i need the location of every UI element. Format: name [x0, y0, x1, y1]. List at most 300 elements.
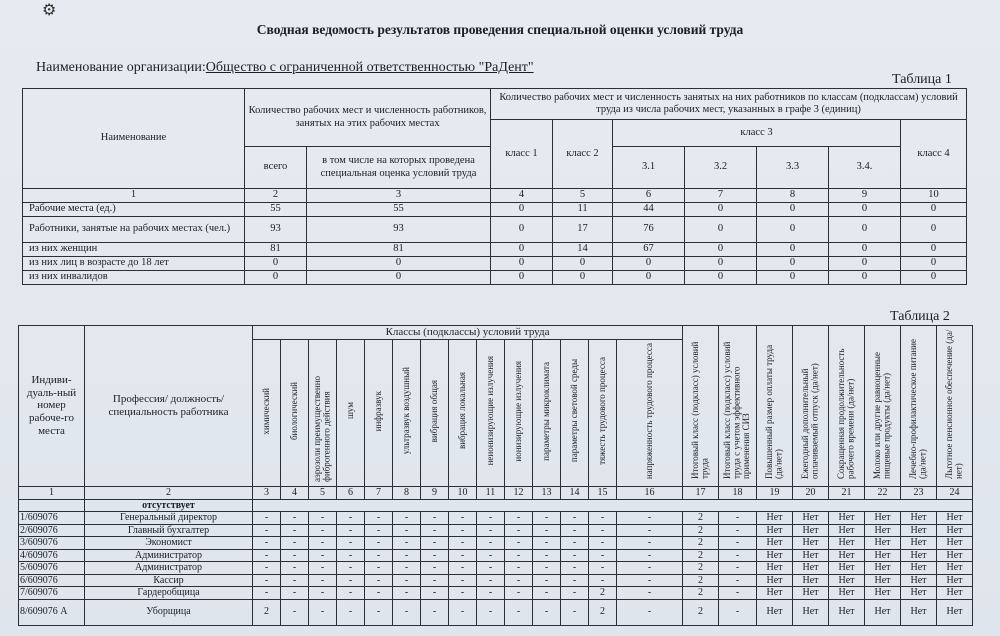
t1-cell: 0	[307, 257, 491, 271]
t2-factor-cell: -	[421, 562, 449, 575]
t2-workplace-id: 6/609076	[19, 574, 85, 587]
organization-name: Общество с ограниченной ответственностью "РаДент"	[205, 60, 534, 75]
t2-factor-cell: -	[561, 524, 589, 537]
t2-head-milk: Молоко или другие равноценные пищевые продукты (да/нет)	[872, 352, 892, 479]
t2-benefit-cell: Нет	[865, 549, 901, 562]
t2-factor-cell: -	[253, 562, 281, 575]
t2-factor-cell: -	[365, 599, 393, 625]
t2-factor-cell: -	[253, 549, 281, 562]
t2-factor-cell: -	[337, 549, 365, 562]
corner-mark: ⚙	[42, 0, 57, 19]
t2-factor-header: неионизирующие излучения	[484, 356, 495, 466]
t2-factor-cell: -	[281, 587, 309, 600]
t2-benefit-cell: Нет	[901, 512, 937, 525]
t2-benefit-cell: Нет	[937, 599, 973, 625]
t1-head-c32: 3.2	[685, 147, 757, 189]
t1-cell: 0	[245, 257, 307, 271]
t2-head-id: Индиви-дуаль-ный номер рабоче-го места	[19, 326, 85, 487]
t2-benefit-cell: Нет	[829, 562, 865, 575]
t2-profession: Главный бухгалтер	[85, 524, 253, 537]
t2-factor-cell: -	[281, 512, 309, 525]
t1-head-c34: 3.4.	[829, 147, 901, 189]
t2-factor-cell: -	[589, 562, 617, 575]
t2-factor-cell: -	[477, 549, 505, 562]
t1-cell: 0	[757, 217, 829, 243]
t2-factor-header: ионизирующие излучения	[512, 360, 523, 462]
t1-cell: 93	[307, 217, 491, 243]
t2-factor-cell: -	[309, 599, 337, 625]
t2-factor-cell: -	[533, 537, 561, 550]
t1-row	[23, 257, 967, 271]
t1-cell: 55	[245, 203, 307, 217]
t2-row	[19, 512, 973, 525]
t2-factor-cell: -	[617, 562, 683, 575]
t1-cell: 11	[553, 203, 613, 217]
workplaces-table	[18, 325, 973, 626]
t1-cell: 0	[685, 203, 757, 217]
t2-factor-cell: -	[505, 512, 533, 525]
t1-cell: 0	[757, 243, 829, 257]
t2-benefit-cell: Нет	[901, 524, 937, 537]
t2-benefit-cell: Нет	[865, 574, 901, 587]
t2-benefit-cell: Нет	[865, 599, 901, 625]
t1-cell: 0	[491, 271, 553, 285]
t2-workplace-id: 2/609076	[19, 524, 85, 537]
t1-colnum: 8	[757, 189, 829, 203]
t2-colnum: 18	[719, 486, 757, 499]
t2-profession: Уборщица	[85, 599, 253, 625]
t2-factor-cell: -	[505, 574, 533, 587]
t2-factor-cell: -	[617, 512, 683, 525]
t2-benefit-cell: Нет	[901, 537, 937, 550]
t2-final-class-siz: -	[719, 537, 757, 550]
t2-final-class-siz: -	[719, 512, 757, 525]
t2-final-class: 2	[683, 562, 719, 575]
t2-factor-cell: -	[449, 599, 477, 625]
t2-factor-cell: -	[589, 574, 617, 587]
t1-cell: 0	[491, 203, 553, 217]
t2-factor-cell: -	[365, 512, 393, 525]
t1-cell: 0	[757, 271, 829, 285]
t2-final-class-siz: -	[719, 587, 757, 600]
t1-head-classes: Количество рабочих мест и численность занятых на них работников по классам (подклассам) условий труда из числа рабочих мест, указанных в графе 3 (единиц)	[491, 89, 967, 120]
t2-factor-cell: -	[477, 512, 505, 525]
t1-colnum: 10	[901, 189, 967, 203]
t2-factor-header: параметры световой среды	[568, 359, 579, 463]
t1-row-name: из них лиц в возрасте до 18 лет	[23, 257, 245, 271]
t2-factor-cell: -	[533, 599, 561, 625]
t2-colnum: 24	[937, 486, 973, 499]
t1-head-class1: класс 1	[491, 120, 553, 189]
document-title: Сводная ведомость результатов проведения специальной оценки условий труда	[256, 22, 744, 37]
t2-factor-cell: -	[477, 574, 505, 587]
t2-factor-cell: -	[449, 512, 477, 525]
t2-factor-cell: -	[281, 524, 309, 537]
t2-factor-cell: -	[421, 549, 449, 562]
t2-factor-cell: -	[533, 524, 561, 537]
t2-colnum: 2	[85, 486, 253, 499]
t2-colnum: 9	[421, 486, 449, 499]
t2-row	[19, 537, 973, 550]
t1-cell: 0	[901, 243, 967, 257]
t1-cell: 0	[491, 243, 553, 257]
t2-factor-cell: -	[309, 562, 337, 575]
t1-head-c31: 3.1	[613, 147, 685, 189]
t2-factor-cell: -	[393, 537, 421, 550]
t2-factor-cell: 2	[253, 599, 281, 625]
t2-factor-cell: -	[533, 587, 561, 600]
t2-benefit-cell: Нет	[829, 574, 865, 587]
t2-row	[19, 574, 973, 587]
t2-factor-cell: -	[449, 537, 477, 550]
t1-cell: 0	[613, 257, 685, 271]
t1-cell: 0	[901, 271, 967, 285]
t2-colnum: 8	[393, 486, 421, 499]
t1-cell: 0	[829, 257, 901, 271]
t2-benefit-cell: Нет	[829, 599, 865, 625]
t2-factor-cell: -	[561, 574, 589, 587]
t2-benefit-cell: Нет	[757, 587, 793, 600]
t2-factor-cell: -	[505, 587, 533, 600]
t2-colnum: 7	[365, 486, 393, 499]
t1-row	[23, 243, 967, 257]
t2-head-leave: Ежегодный дополнительный оплачиваемый отпуск (да/нет)	[800, 363, 820, 479]
t2-factor-cell: -	[533, 562, 561, 575]
t2-factor-cell: -	[533, 512, 561, 525]
t2-factor-header: аэрозоли преимущественно фиброгенного действия	[312, 375, 332, 482]
t2-colnum: 5	[309, 486, 337, 499]
t2-profession: Генеральный директор	[85, 512, 253, 525]
t2-final-class: 2	[683, 537, 719, 550]
t1-cell: 0	[829, 243, 901, 257]
t2-factor-cell: -	[505, 549, 533, 562]
t2-profession: Администратор	[85, 549, 253, 562]
t2-factor-cell: -	[505, 599, 533, 625]
t2-profession: Кассир	[85, 574, 253, 587]
t2-benefit-cell: Нет	[937, 537, 973, 550]
t2-factor-cell: -	[421, 524, 449, 537]
table2-caption: Таблица 2	[890, 309, 950, 324]
t2-benefit-cell: Нет	[793, 587, 829, 600]
t2-benefit-cell: Нет	[757, 524, 793, 537]
organization-label: Наименование организации:	[36, 60, 206, 75]
t1-colnum: 3	[307, 189, 491, 203]
t1-cell: 93	[245, 217, 307, 243]
t2-section-label: отсутствует	[85, 499, 253, 512]
t2-factor-cell: -	[337, 524, 365, 537]
t1-row	[23, 203, 967, 217]
t1-head-assessed: в том числе на которых проведена специальная оценка условий труда	[307, 147, 491, 189]
t2-benefit-cell: Нет	[937, 512, 973, 525]
t1-cell: 76	[613, 217, 685, 243]
t2-benefit-cell: Нет	[793, 524, 829, 537]
t2-factor-cell: -	[365, 587, 393, 600]
t2-final-class: 2	[683, 599, 719, 625]
t2-colnum: 11	[477, 486, 505, 499]
summary-table	[22, 88, 967, 285]
t2-benefit-cell: Нет	[865, 587, 901, 600]
t1-row-name: из них инвалидов	[23, 271, 245, 285]
t2-factor-cell: -	[393, 587, 421, 600]
t1-colnum: 6	[613, 189, 685, 203]
t2-factor-cell: -	[449, 524, 477, 537]
t2-final-class: 2	[683, 524, 719, 537]
t1-cell: 0	[245, 271, 307, 285]
t2-benefit-cell: Нет	[937, 562, 973, 575]
t2-colnum: 14	[561, 486, 589, 499]
t2-factor-cell: -	[393, 524, 421, 537]
t2-workplace-id: 8/609076 А	[19, 599, 85, 625]
t2-factor-cell: -	[281, 549, 309, 562]
t2-benefit-cell: Нет	[829, 524, 865, 537]
table1-caption: Таблица 1	[892, 72, 952, 87]
t1-cell: 0	[685, 271, 757, 285]
t2-benefit-cell: Нет	[829, 587, 865, 600]
t2-final-class: 2	[683, 512, 719, 525]
t2-factor-cell: -	[281, 574, 309, 587]
t2-factor-header: параметры микроклимата	[540, 361, 551, 461]
t2-benefit-cell: Нет	[757, 599, 793, 625]
t2-factor-cell: -	[561, 599, 589, 625]
t1-colnum: 9	[829, 189, 901, 203]
t2-final-class: 2	[683, 549, 719, 562]
t1-cell: 81	[245, 243, 307, 257]
t2-colnum: 10	[449, 486, 477, 499]
t2-profession: Администратор	[85, 562, 253, 575]
t2-workplace-id: 7/609076	[19, 587, 85, 600]
t1-row-name: из них женщин	[23, 243, 245, 257]
t2-factor-cell: -	[309, 512, 337, 525]
t2-factor-header: вибрация локальная	[456, 372, 467, 450]
t1-cell: 17	[553, 217, 613, 243]
t1-head-c33: 3.3	[757, 147, 829, 189]
t1-row-name: Работники, занятые на рабочих местах (чел.)	[23, 217, 245, 243]
t2-colnum: 12	[505, 486, 533, 499]
t1-head-class3: класс 3	[613, 120, 901, 147]
t1-head-workplaces: Количество рабочих мест и численность работников, занятых на этих рабочих местах	[245, 89, 491, 147]
t1-cell: 0	[757, 257, 829, 271]
t2-factor-cell: -	[617, 524, 683, 537]
t2-final-class-siz: -	[719, 562, 757, 575]
t2-factor-cell: -	[561, 587, 589, 600]
t2-factor-cell: -	[393, 574, 421, 587]
t2-factor-cell: 2	[589, 599, 617, 625]
t2-profession: Гардеробщица	[85, 587, 253, 600]
t2-factor-cell: -	[477, 599, 505, 625]
t2-factor-header: химический	[260, 387, 271, 435]
t2-colnum: 22	[865, 486, 901, 499]
t2-benefit-cell: Нет	[865, 562, 901, 575]
t2-factor-cell: -	[365, 562, 393, 575]
t2-factor-cell: -	[281, 537, 309, 550]
t2-row	[19, 549, 973, 562]
t2-factor-header: напряженность трудового процесса	[643, 342, 654, 480]
t2-column-numbers	[19, 486, 973, 499]
t2-benefit-cell: Нет	[757, 537, 793, 550]
t1-cell: 0	[901, 217, 967, 243]
t2-factor-cell: -	[253, 512, 281, 525]
t2-factor-cell: -	[393, 562, 421, 575]
t2-row	[19, 599, 973, 625]
t2-factor-cell: -	[309, 574, 337, 587]
t2-benefit-cell: Нет	[793, 537, 829, 550]
t2-head-final-siz: Итоговый класс (подкласс) условий труда с учетом эффективного применения СИЗ	[722, 341, 752, 479]
t2-factor-header: шум	[344, 402, 355, 420]
t2-head-profession: Профессия/ должность/ специальность работника	[85, 326, 253, 487]
t2-workplace-id: 4/609076	[19, 549, 85, 562]
t2-factor-cell: -	[253, 574, 281, 587]
t2-benefit-cell: Нет	[901, 599, 937, 625]
t2-head-classes: Классы (подклассы) условий труда	[253, 326, 683, 340]
t1-colnum: 1	[23, 189, 245, 203]
t2-factor-cell: -	[449, 562, 477, 575]
t1-cell: 0	[307, 271, 491, 285]
t2-benefit-cell: Нет	[937, 549, 973, 562]
t2-factor-cell: -	[421, 537, 449, 550]
t2-factor-cell: -	[477, 537, 505, 550]
t1-cell: 0	[685, 243, 757, 257]
t2-factor-header: биологический	[288, 381, 299, 441]
t1-cell: 0	[491, 217, 553, 243]
t2-benefit-cell: Нет	[901, 562, 937, 575]
t1-cell: 44	[613, 203, 685, 217]
t2-factor-cell: -	[561, 562, 589, 575]
t2-factor-header: тяжесть трудового процесса	[596, 357, 607, 465]
t2-head-pension: Льготное пенсионное обеспечение (да/нет)	[944, 329, 964, 479]
t2-factor-cell: -	[365, 549, 393, 562]
t2-factor-cell: 2	[589, 587, 617, 600]
t2-final-class-siz: -	[719, 549, 757, 562]
t2-factor-cell: -	[505, 537, 533, 550]
t2-factor-cell: -	[505, 562, 533, 575]
t2-factor-cell: -	[505, 524, 533, 537]
t1-cell: 0	[553, 271, 613, 285]
t1-row-name: Рабочие места (ед.)	[23, 203, 245, 217]
t2-factor-cell: -	[421, 512, 449, 525]
t2-factor-cell: -	[617, 599, 683, 625]
t2-benefit-cell: Нет	[793, 599, 829, 625]
t2-factor-header: инфразвук	[372, 390, 383, 432]
t1-colnum: 5	[553, 189, 613, 203]
t2-factor-cell: -	[589, 512, 617, 525]
t2-factor-cell: -	[337, 599, 365, 625]
t1-colnum: 7	[685, 189, 757, 203]
t2-head-food: Лечебно-профилактическое питание (да/нет)	[908, 339, 928, 479]
t1-colnum: 2	[245, 189, 307, 203]
t2-factor-cell: -	[421, 587, 449, 600]
t2-final-class: 2	[683, 574, 719, 587]
t2-profession: Экономист	[85, 537, 253, 550]
t2-factor-cell: -	[253, 587, 281, 600]
t2-final-class-siz: -	[719, 524, 757, 537]
t2-factor-cell: -	[617, 537, 683, 550]
t1-cell: 0	[901, 257, 967, 271]
t2-factor-cell: -	[393, 512, 421, 525]
t2-colnum: 23	[901, 486, 937, 499]
t2-head-final: Итоговый класс (подкласс) условий труда	[690, 341, 710, 479]
t2-colnum: 15	[589, 486, 617, 499]
t1-cell: 81	[307, 243, 491, 257]
t2-benefit-cell: Нет	[793, 562, 829, 575]
t2-factor-cell: -	[589, 537, 617, 550]
t2-colnum: 1	[19, 486, 85, 499]
organization-line	[36, 60, 534, 76]
t2-factor-cell: -	[253, 524, 281, 537]
t2-head-pay: Повышенный размер оплаты труда (да/нет)	[764, 344, 784, 479]
t2-colnum: 19	[757, 486, 793, 499]
t2-factor-cell: -	[533, 574, 561, 587]
t2-benefit-cell: Нет	[937, 587, 973, 600]
t2-benefit-cell: Нет	[757, 574, 793, 587]
t2-factor-cell: -	[365, 537, 393, 550]
t2-colnum: 6	[337, 486, 365, 499]
t2-factor-cell: -	[421, 599, 449, 625]
t2-factor-cell: -	[561, 537, 589, 550]
t1-cell: 0	[553, 257, 613, 271]
t2-head-reduced-time: Сокращенная продолжительность рабочего времени (да/нет)	[836, 348, 856, 479]
t1-column-numbers	[23, 189, 967, 203]
t2-colnum: 20	[793, 486, 829, 499]
t2-benefit-cell: Нет	[757, 562, 793, 575]
t2-factor-cell: -	[365, 574, 393, 587]
t1-cell: 0	[829, 271, 901, 285]
t2-factor-cell: -	[337, 512, 365, 525]
t1-head-name: Наименование	[23, 89, 245, 189]
t2-benefit-cell: Нет	[937, 524, 973, 537]
t2-factor-cell: -	[393, 599, 421, 625]
t2-factor-header: ультразвук воздушный	[400, 367, 411, 455]
t2-factor-cell: -	[281, 562, 309, 575]
t2-factor-cell: -	[561, 549, 589, 562]
t2-factor-cell: -	[337, 587, 365, 600]
t2-final-class-siz: -	[719, 599, 757, 625]
t2-row	[19, 524, 973, 537]
t2-benefit-cell: Нет	[937, 574, 973, 587]
t2-workplace-id: 1/609076	[19, 512, 85, 525]
t2-factor-cell: -	[533, 549, 561, 562]
t2-benefit-cell: Нет	[901, 549, 937, 562]
t2-colnum: 4	[281, 486, 309, 499]
t1-head-total: всего	[245, 147, 307, 189]
t2-row	[19, 587, 973, 600]
t1-cell: 0	[613, 271, 685, 285]
t2-factor-cell: -	[393, 549, 421, 562]
t1-cell: 0	[491, 257, 553, 271]
t2-factor-cell: -	[421, 574, 449, 587]
t2-factor-cell: -	[477, 587, 505, 600]
t1-cell: 0	[829, 203, 901, 217]
t1-cell: 67	[613, 243, 685, 257]
t1-cell: 0	[901, 203, 967, 217]
t2-benefit-cell: Нет	[829, 537, 865, 550]
t2-benefit-cell: Нет	[757, 549, 793, 562]
t2-factor-header: вибрация общая	[428, 379, 439, 443]
t2-benefit-cell: Нет	[829, 512, 865, 525]
t2-factor-cell: -	[449, 549, 477, 562]
t2-row	[19, 562, 973, 575]
t1-cell: 14	[553, 243, 613, 257]
t2-factor-cell: -	[449, 587, 477, 600]
t1-cell: 0	[757, 203, 829, 217]
t2-benefit-cell: Нет	[901, 587, 937, 600]
t2-factor-cell: -	[477, 524, 505, 537]
t2-factor-cell: -	[561, 512, 589, 525]
t2-factor-cell: -	[365, 524, 393, 537]
t1-head-class2: класс 2	[553, 120, 613, 189]
t2-benefit-cell: Нет	[865, 524, 901, 537]
t2-factor-cell: -	[589, 549, 617, 562]
t1-cell: 0	[685, 257, 757, 271]
